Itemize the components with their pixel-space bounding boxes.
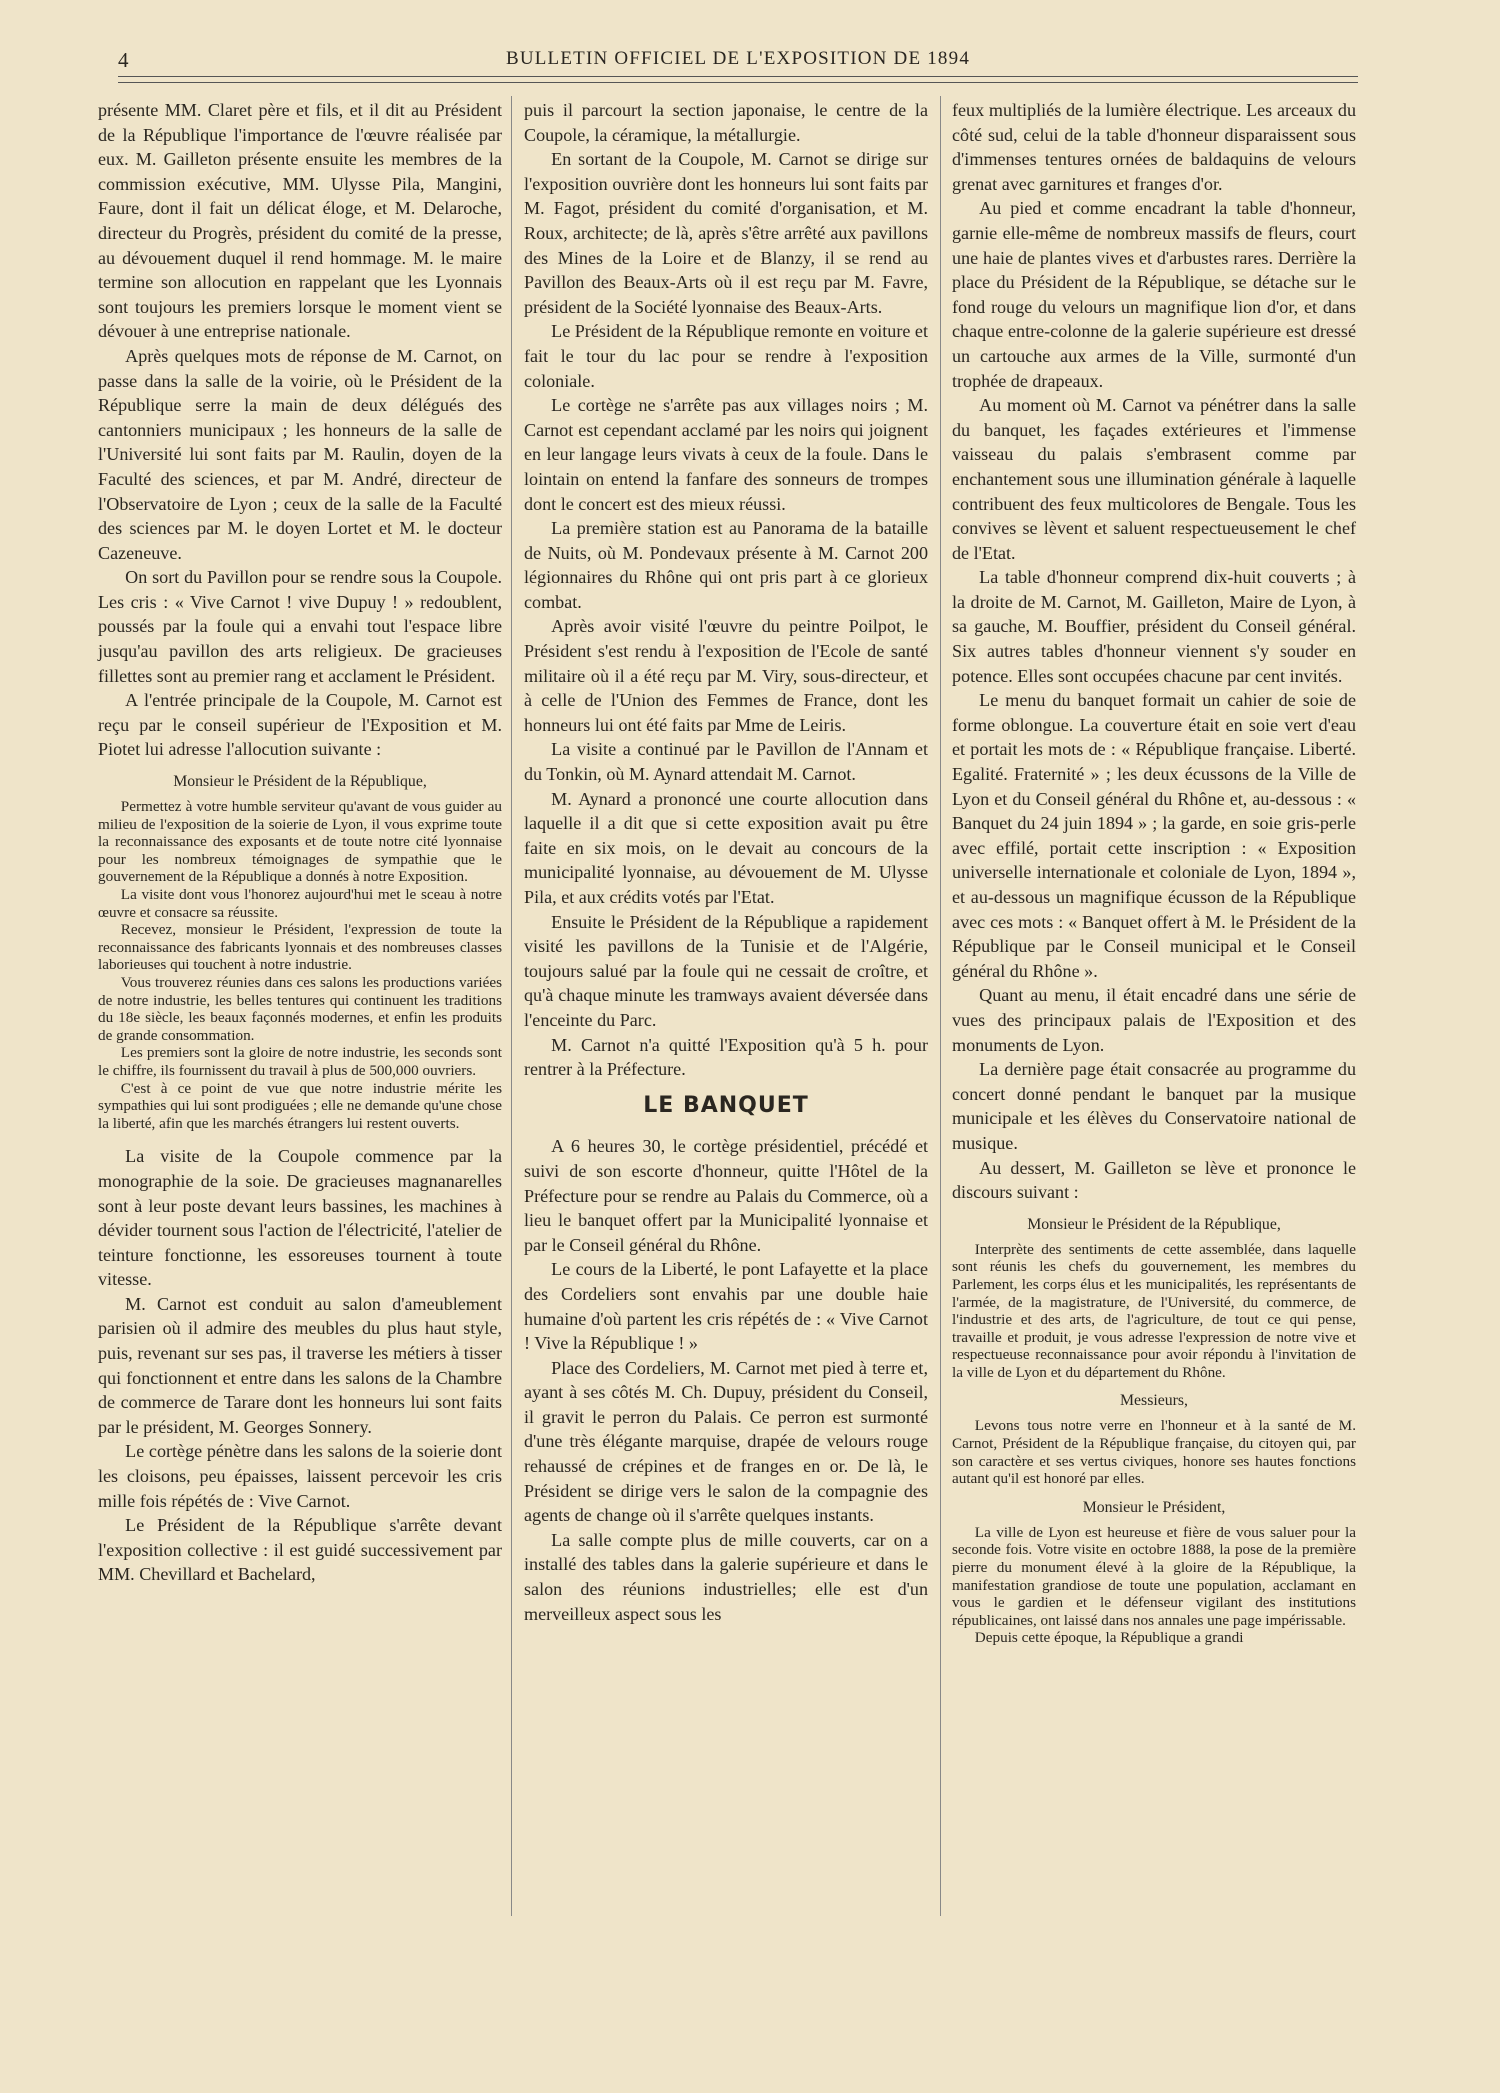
paragraph: Le cortège pénètre dans les salons de la soierie dont les cloisons, peu épaisses, laissent percevoir les cris mille fois répétés de : Vive Carnot. (98, 1441, 502, 1511)
paragraph: Au moment où M. Carnot va pénétrer dans la salle du banquet, les façades extérieures et l'immense vaisseau du palais s'embrasent comme par enchantement sous une illumination générale à laquelle contribuent des feux multicolores de Bengale. Tous les convives se lèvent et saluent respectueusement le chef de l'Etat. (952, 395, 1356, 563)
speech-salutation: Monsieur le Président, (1082, 1498, 1226, 1516)
column-2 (524, 98, 928, 1626)
paragraph: M. Carnot est conduit au salon d'ameublement parisien où il admire des meubles du plus haut style, puis, revenant sur ses pas, il traverse les métiers à tisser qui fonctionnent et entre dans les salons de la Chambre de commerce de Tarare dont les honneurs lui sont faits par le président, M. Georges Sonnery. (98, 1293, 502, 1437)
section-heading: LE BANQUET (643, 1092, 809, 1118)
paragraph: Le cours de la Liberté, le pont Lafayette et la place des Cordeliers sont envahis par une double haie humaine d'où partent les cris répétés de : « Vive Carnot ! Vive la République ! » (524, 1259, 928, 1354)
speech-paragraph: C'est à ce point de vue que notre industrie mérite les sympathies qui lui sont prodiguées ; elle ne demande qu'une chose la liberté, afin que les marchés étrangers lui restent ouverts. (98, 1079, 502, 1132)
paragraph: La table d'honneur comprend dix-huit couverts ; à la droite de M. Carnot, M. Gailleton, Maire de Lyon, à sa gauche, M. Bouffier, président du Conseil général. Six autres tables d'honneur viennent s'y souder en potence. Elles sont occupées chacune par cent invités. (952, 567, 1356, 686)
paragraph: La visite a continué par le Pavillon de l'Annam et du Tonkin, où M. Aynard attendait M. Carnot. (524, 739, 928, 785)
column-3 (952, 98, 1356, 1647)
paragraph: A l'entrée principale de la Coupole, M. Carnot est reçu par le conseil supérieur de l'Exposition et M. Piotet lui adresse l'allocution suivante : (98, 690, 502, 760)
paragraph: Le Président de la République s'arrête devant l'exposition collective : il est guidé successivement par MM. Chevillard et Bachelard, (98, 1515, 502, 1585)
paragraph: Après quelques mots de réponse de M. Carnot, on passe dans la salle de la voirie, où le Président de la République serre la main de deux délégués des cantonniers municipaux ; les honneurs de la salle de l'Université lui sont faits par M. Raulin, doyen de la Faculté des sciences, et par M. André, directeur de l'Observatoire de Lyon ; ceux de la salle de la Faculté des sciences par M. le doyen Lortet et M. le docteur Cazeneuve. (98, 345, 502, 563)
column-1 (98, 98, 502, 1587)
column-divider-2 (940, 96, 941, 1916)
paragraph: présente MM. Claret père et fils, et il dit au Président de la République l'importance de l'œuvre réalisée par eux. M. Gailleton présente ensuite les membres de la commission exécutive, MM. Ulysse Pila, Mangini, Faure, dont il fait un délicat éloge, et M. Delaroche, directeur du Progrès, président du comité de la presse, au dévouement duquel il rend hommage. M. le maire termine son allocution en rappelant que les Lyonnais sont toujours les premiers lorsque le moment vient se dévouer à une entreprise nationale. (98, 100, 502, 342)
paragraph: Après avoir visité l'œuvre du peintre Poilpot, le Président s'est rendu à l'exposition de l'Ecole de santé militaire où il a été reçu par M. Viry, sous-directeur, et à celle de l'Union des Femmes de France, dont les honneurs lui ont été faits par Mme de Leiris. (524, 616, 928, 735)
speech-salutation: Monsieur le Président de la République, (173, 773, 427, 791)
header-rule-bottom (118, 82, 1358, 83)
paragraph: Ensuite le Président de la République a rapidement visité les pavillons de la Tunisie et de l'Algérie, toujours salué par la foule qui ne cessait de croître, et qu'à chaque minute les tramways avaient déversée dans l'enceinte du Parc. (524, 911, 928, 1030)
speech-salutation: Messieurs, (1119, 1392, 1188, 1410)
paragraph: En sortant de la Coupole, M. Carnot se dirige sur l'exposition ouvrière dont les honneurs lui sont faits par M. Fagot, président du comité d'organisation, et M. Roux, architecte; de là, après s'être arrêté aux pavillons des Mines de la Loire et de Blanzy, il se rend au Pavillon des Beaux-Arts où il est reçu par M. Favre, président de la Société lyonnaise des Beaux-Arts. (524, 149, 928, 317)
paragraph: M. Aynard a prononcé une courte allocution dans laquelle il a dit que si cette exposition avait pu être faite en six mois, on le devait au concours de la municipalité lyonnaise, au dévouement de M. Ulysse Pila, et aux crédits votés par l'Etat. (524, 788, 928, 907)
paragraph: On sort du Pavillon pour se rendre sous la Coupole. Les cris : « Vive Carnot ! vive Dupuy ! » redoublent, poussés par la foule qui a envahi tout l'espace libre jusqu'au pavillon des arts religieux. De gracieuses fillettes sont au premier rang et acclament le Président. (98, 567, 502, 686)
paragraph: Quant au menu, il était encadré dans une série de vues des principaux palais de l'Exposition et des monuments de Lyon. (952, 985, 1356, 1055)
page-number: 4 (118, 48, 129, 72)
paragraph: Au pied et comme encadrant la table d'honneur, garnie elle-même de nombreux massifs de fleurs, court une haie de plantes vives et d'arbustes rares. Derrière la place du Président de la République, se détache sur le fond rouge du velours un magnifique lion d'or, et dans chaque entre-colonne de la galerie supérieure est dressé un cartouche aux armes de la Ville, surmonté d'un trophée de drapeaux. (952, 198, 1356, 391)
header-rule-top (118, 76, 1358, 77)
paragraph: La salle compte plus de mille couverts, car on a installé des tables dans la galerie supérieure et dans le salon des réunions industrielles; elle est d'un merveilleux aspect sous les (524, 1529, 928, 1624)
paragraph: Place des Cordeliers, M. Carnot met pied à terre et, ayant à ses côtés M. Ch. Dupuy, président du Conseil, il gravit le perron du Palais. Ce perron est surmonté d'une très élégante marquise, drapée de velours rouge rehaussé de crépines et de franges en or. De là, le Président se dirige vers le salon de la compagnie des agents de change où il s'arrête quelques instants. (524, 1357, 928, 1526)
speech-paragraph: Vous trouverez réunies dans ces salons les productions variées de notre industrie, les belles tentures qui continuent les traditions du 18e siècle, les beaux façonnés modernes, et enfin les produits de grande consommation. (98, 973, 502, 1044)
paragraph: La dernière page était consacrée au programme du concert donné pendant le banquet par la musique municipale et les élèves du Conservatoire national de musique. (952, 1059, 1356, 1153)
speech-paragraph: Interprète des sentiments de cette assemblée, dans laquelle sont réunis les chefs du gouvernement, les membres du Parlement, les corps élus et les municipalités, les représentants de l'armée, de la magistrature, de l'Université, du commerce, de l'industrie et des arts, de l'agriculture, de tout ce qui pense, travaille et produit, je vous adresse l'expression de notre vive et respectueuse reconnaissance pour avoir répondu à l'invitation de la ville de Lyon et du département du Rhône. (952, 1240, 1356, 1381)
speech-paragraph: La ville de Lyon est heureuse et fière de vous saluer pour la seconde fois. Votre visite en octobre 1888, la pose de la première pierre du monument élevé à la gloire de la République, la manifestation grandiose de toute une population, acclamant en vous le gardien et le défenseur vigilant des institutions républicaines, ont laissé dans nos annales une page impérissable. (952, 1523, 1356, 1629)
speech-paragraph: Recevez, monsieur le Président, l'expression de toute la reconnaissance des fabricants lyonnais et des nombreuses classes laborieuses qui touchent à notre industrie. (98, 921, 502, 974)
page-header (118, 46, 1358, 76)
paragraph: Le cortège ne s'arrête pas aux villages noirs ; M. Carnot est cependant acclamé par les noirs qui joignent en leur langage leurs vivats à ceux de la foule. Dans le lointain on entend la fanfare des sonneurs de trompes dont le concert est des mieux réussi. (524, 395, 928, 514)
column-divider-1 (511, 96, 512, 1916)
paragraph: puis il parcourt la section japonaise, le centre de la Coupole, la céramique, la métallurgie. (524, 100, 928, 145)
speech-paragraph: Les premiers sont la gloire de notre industrie, les seconds sont le chiffre, ils fournissent du travail à plus de 500,000 ouvriers. (98, 1044, 502, 1079)
speech-paragraph: La visite dont vous l'honorez aujourd'hui met le sceau à notre œuvre et consacre sa réussite. (98, 886, 502, 921)
paragraph: Le Président de la République remonte en voiture et fait le tour du lac pour se rendre à l'exposition coloniale. (524, 321, 928, 391)
speech-paragraph: Levons tous notre verre en l'honneur et à la santé de M. Carnot, Président de la République française, du citoyen qui, par son caractère et ses vertus civiques, honore ses hautes fonctions autant qu'il est honoré par elles. (952, 1417, 1356, 1488)
paragraph: Au dessert, M. Gailleton se lève et prononce le discours suivant : (952, 1157, 1356, 1203)
paragraph: feux multipliés de la lumière électrique. Les arceaux du côté sud, celui de la table d'honneur disparaissent sous d'immenses tentures ornées de baldaquins de velours grenat avec garnitures et franges d'or. (952, 100, 1356, 194)
speech-paragraph: Depuis cette époque, la République a grandi (974, 1629, 1244, 1647)
running-title: BULLETIN OFFICIEL DE L'EXPOSITION DE 1894 (505, 48, 971, 69)
speech-paragraph: Permettez à votre humble serviteur qu'avant de vous guider au milieu de l'exposition de la soierie de Lyon, il vous exprime toute la reconnaissance des exposants et de toute notre cité lyonnaise pour les nombreux témoignages de sympathie que le gouvernement de la République a donnés à notre Exposition. (98, 798, 502, 886)
paragraph: La première station est au Panorama de la bataille de Nuits, où M. Pondevaux présente à M. Carnot 200 légionnaires du Rhône qui ont pris part à ce glorieux combat. (524, 518, 928, 612)
paragraph: A 6 heures 30, le cortège présidentiel, précédé et suivi de son escorte d'honneur, quitte l'Hôtel de la Préfecture pour se rendre au Palais du Commerce, où a lieu le banquet offert par la Municipalité lyonnaise et par le Conseil général du Rhône. (524, 1136, 928, 1255)
paragraph: Le menu du banquet formait un cahier de soie de forme oblongue. La couverture était en soie vert d'eau et portait les mots de : « République française. Liberté. Egalité. Fraternité » ; les deux écussons de la Ville de Lyon et du Conseil général du Rhône et, au-dessous : « Banquet du 24 juin 1894 » ; la garde, en soie gris-perle avec effilé, portait cette inscription : « Exposition universelle internationale et coloniale de Lyon, 1894 », et au-dessous un magnifique écusson de la République avec ces mots : « Banquet offert à M. le Président de la République par le Conseil municipal et le Conseil général du Rhône ». (952, 690, 1356, 981)
paragraph: La visite de la Coupole commence par la monographie de la soie. De gracieuses magnanarelles sont à leur poste devant leurs bassines, les machines à dévider tournent sous l'action de l'électricité, l'atelier de teinture fonctionne, les essoreuses tournent à toute vitesse. (98, 1146, 502, 1290)
paragraph: M. Carnot n'a quitté l'Exposition qu'à 5 h. pour rentrer à la Préfecture. (524, 1034, 928, 1080)
speech-salutation: Monsieur le Président de la République, (1027, 1215, 1281, 1233)
